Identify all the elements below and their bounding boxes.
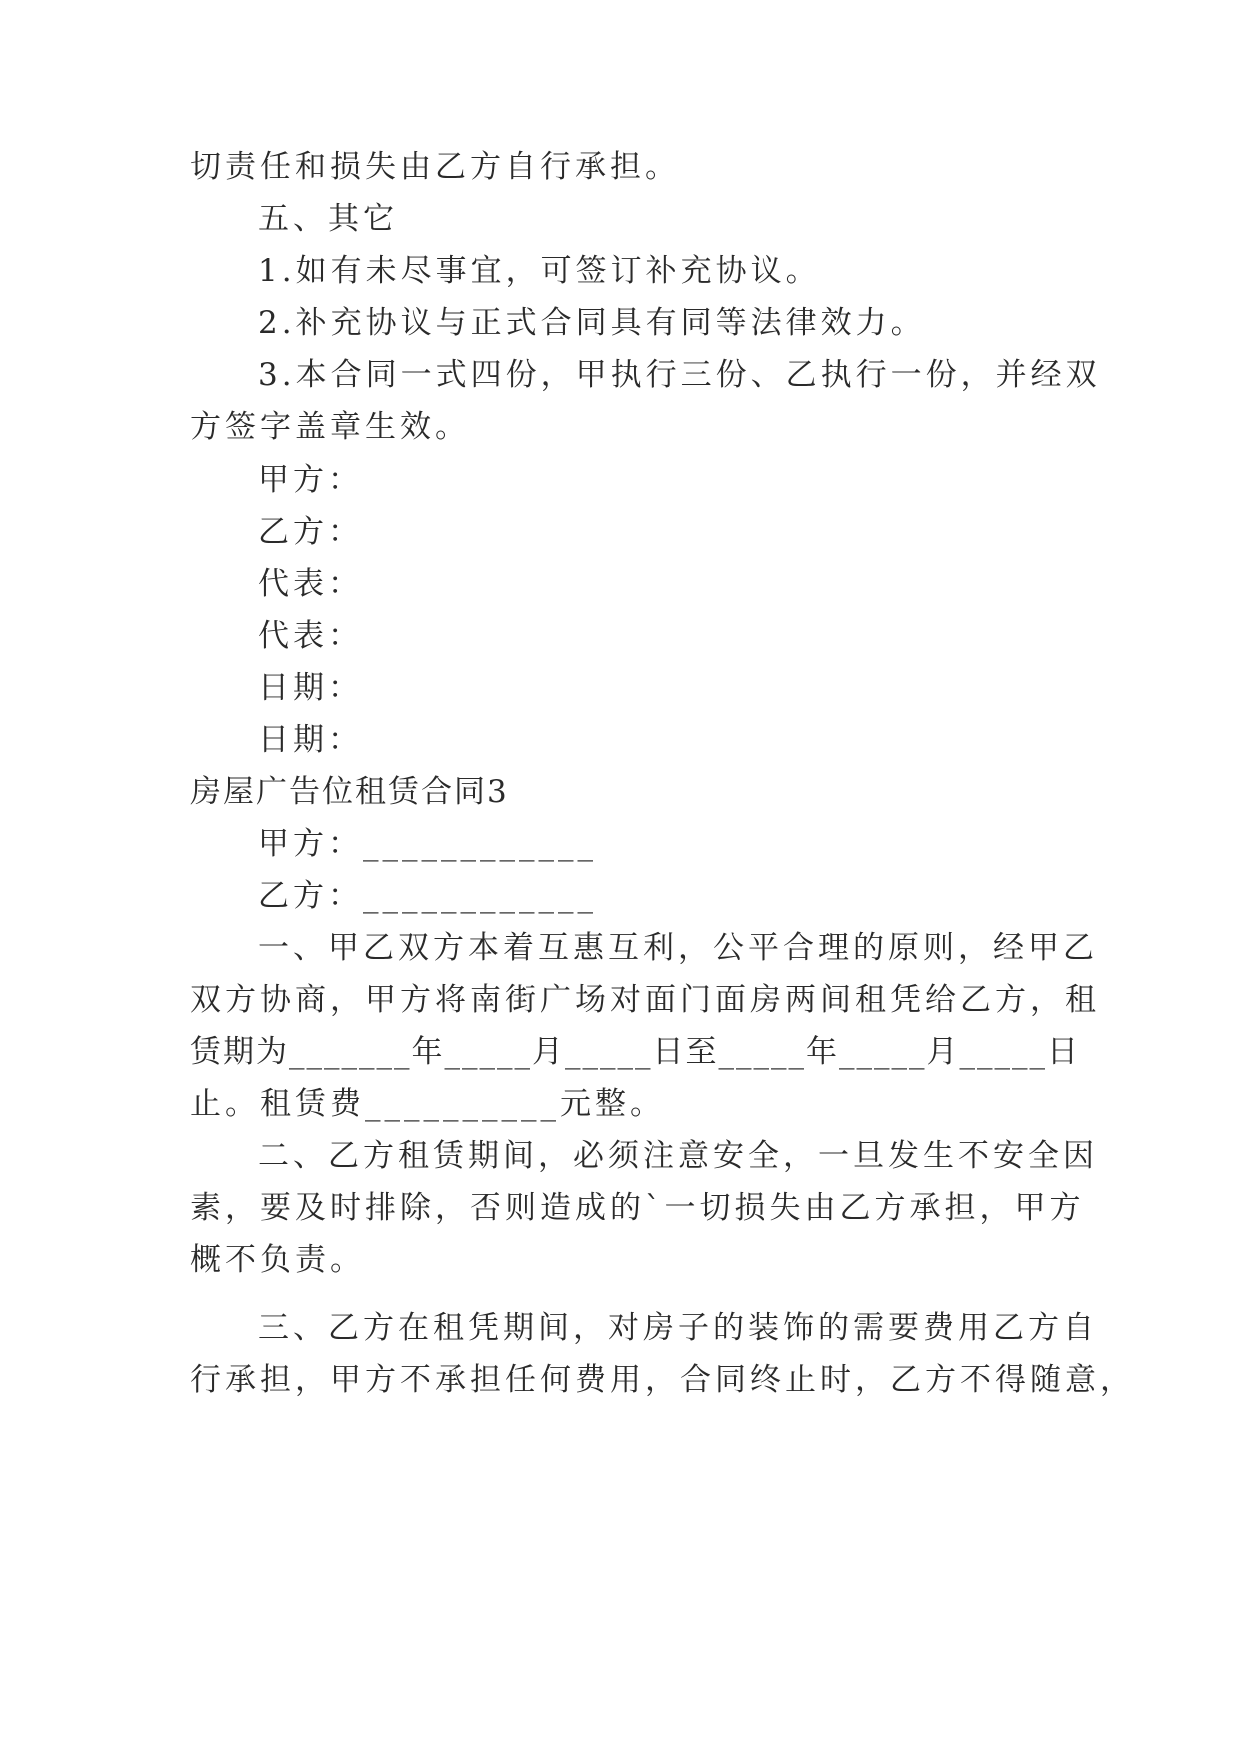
signature-label: 乙方： [258, 514, 363, 550]
text-line: 2.补充协议与正式合同具有同等法律效力。 [258, 305, 926, 341]
section-heading: 五、其它 [258, 201, 398, 237]
signature-label: 甲方： [258, 462, 363, 498]
clause-text: 行承担，甲方不承担任何费用，合同终止时，乙方不得随意， [190, 1362, 1135, 1398]
clause-text: 止。租赁费__________元整。 [190, 1086, 665, 1122]
signature-label: 代表： [258, 566, 363, 602]
text-line: 1.如有未尽事宜，可签订补充协议。 [258, 253, 821, 289]
party-line: 乙方：____________ [258, 878, 597, 914]
text-line: 方签字盖章生效。 [190, 409, 470, 445]
text-line: 切责任和损失由乙方自行承担。 [190, 149, 680, 185]
document-title: 房屋广告位租赁合同3 [190, 774, 509, 810]
signature-label: 日期： [258, 722, 363, 758]
clause-text: 赁期为_______年_____月_____日至_____年_____月_____日 [190, 1034, 1080, 1070]
signature-label: 日期： [258, 670, 363, 706]
signature-label: 代表： [258, 618, 363, 654]
clause-text: 三、乙方在租凭期间，对房子的装饰的需要费用乙方自 [258, 1310, 1098, 1346]
clause-text: 双方协商，甲方将南街广场对面门面房两间租凭给乙方，租 [190, 982, 1100, 1018]
text-line: 3.本合同一式四份，甲执行三份、乙执行一份，并经双 [258, 357, 1101, 393]
clause-text: 素，要及时排除，否则造成的`一切损失由乙方承担，甲方 [190, 1190, 1085, 1226]
clause-text: 一、甲乙双方本着互惠互利，公平合理的原则，经甲乙 [258, 930, 1098, 966]
party-line: 甲方：____________ [258, 826, 597, 862]
clause-text: 二、乙方租赁期间，必须注意安全，一旦发生不安全因 [258, 1138, 1098, 1174]
clause-text: 概不负责。 [190, 1242, 365, 1278]
